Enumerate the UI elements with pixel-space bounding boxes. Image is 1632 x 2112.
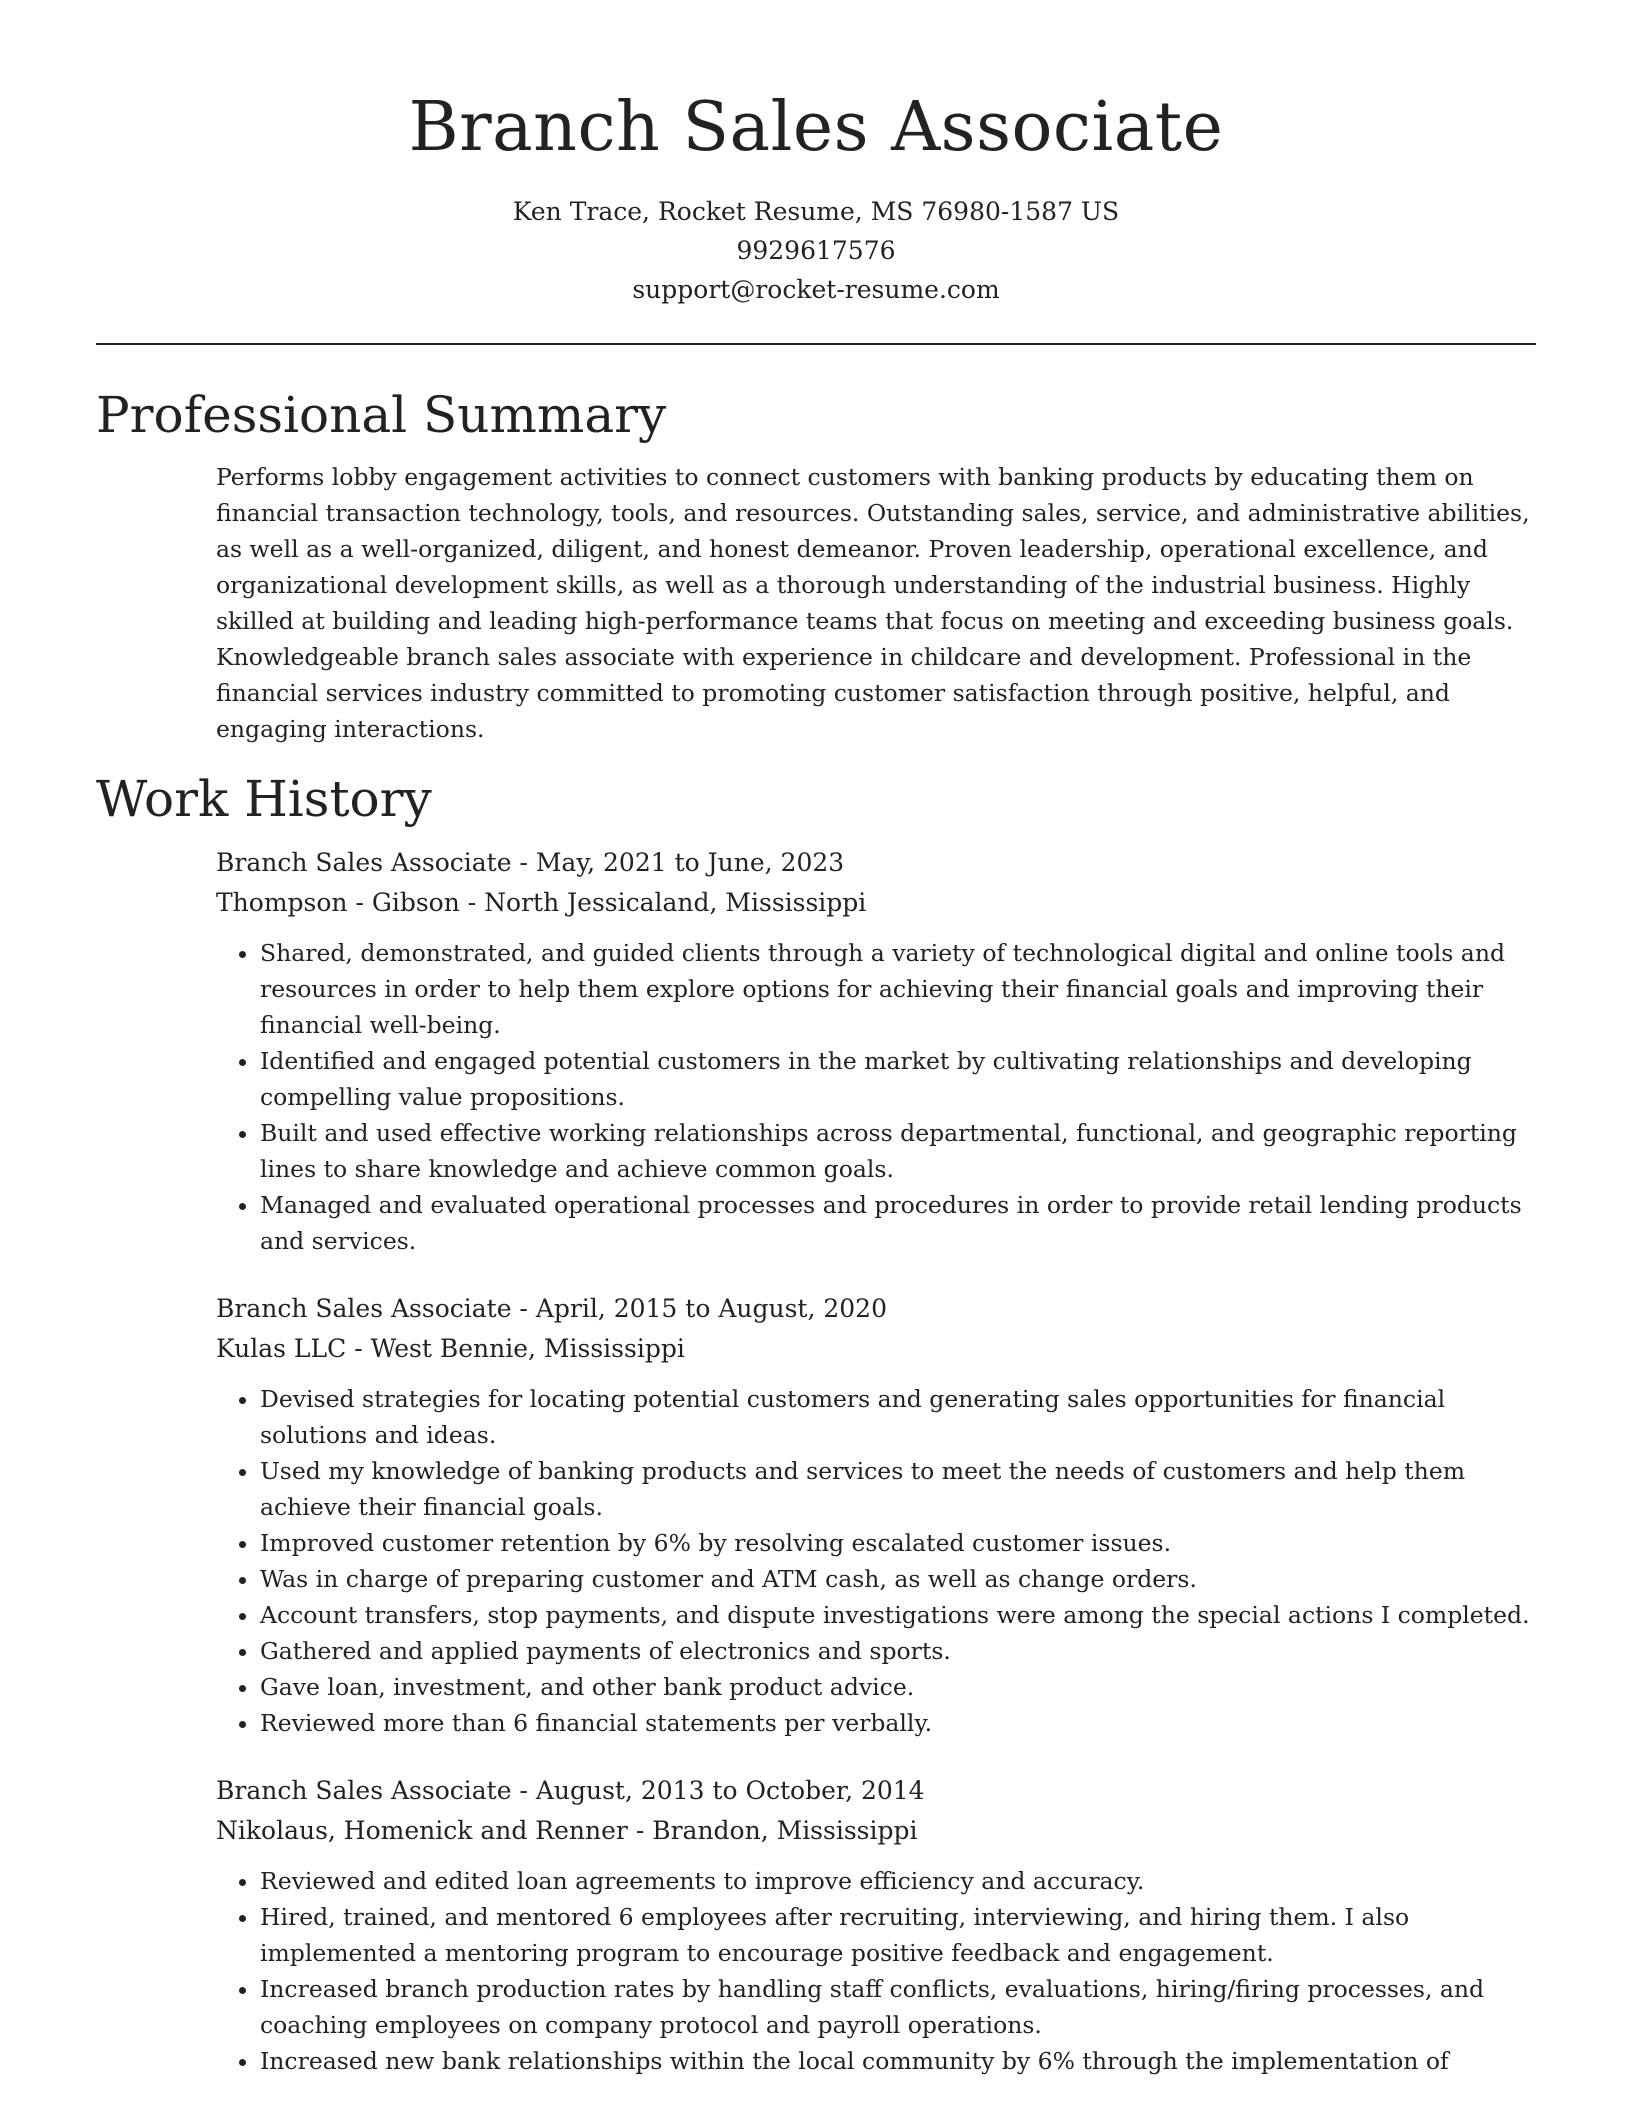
header-divider	[96, 343, 1536, 345]
work-history-heading: Work History	[96, 770, 432, 828]
job-bullets	[216, 935, 1536, 1259]
job-bullet: • Used my knowledge of banking products and services to meet the needs of customers and help them achieve their financial goals.	[260, 1453, 1536, 1525]
summary-text: Performs lobby engagement activities to connect customers with banking products by educating them on financial transaction technology, tools, and resources. Outstanding sales, service, and administrative abilities, as well as a well-organized, diligent, and honest demeanor. Proven leadership, operational excellence, and organizational development skills, as well as a thorough understanding of the industrial business. Highly skilled at building and leading high-performance teams that focus on meeting and exceeding business goals. Knowledgeable branch sales associate with experience in childcare and development. Professional in the financial services industry committed to promoting customer satisfaction through positive, helpful, and engaging interactions.	[216, 463, 1530, 743]
job-bullet: • Increased branch production rates by handling staff conflicts, evaluations, hiring/firing processes, and coaching employees on company protocol and payroll operations.	[260, 1971, 1536, 2043]
job-company: Kulas LLC	[216, 1334, 347, 1363]
job-bullet: • Reviewed more than 6 financial statements per verbally.	[260, 1705, 1536, 1741]
job-bullet: • Built and used effective working relationships across departmental, functional, and geographic reporting lines to share knowledge and achieve common goals.	[260, 1115, 1536, 1187]
contact-address: Ken Trace, Rocket Resume, MS 76980-1587 US	[512, 197, 1120, 226]
job-location: - Brandon, Mississippi	[627, 1816, 918, 1845]
job-bullet: • Gathered and applied payments of electronics and sports.	[260, 1633, 1536, 1669]
job-bullet: • Gave loan, investment, and other bank product advice.	[260, 1669, 1536, 1705]
job-location: - West Bennie, Mississippi	[346, 1334, 685, 1363]
job-location: - North Jessicaland, Mississippi	[459, 888, 867, 917]
job-bullets	[216, 1381, 1536, 1741]
job-bullet: • Improved customer retention by 6% by resolving escalated customer issues.	[260, 1525, 1536, 1561]
contact-block	[0, 192, 1632, 309]
job-bullets	[216, 1863, 1536, 2079]
job-company-location	[216, 883, 1536, 923]
resume-header	[0, 0, 1632, 309]
job-bullet: • Shared, demonstrated, and guided clients through a variety of technological digital and online tools and resources in order to help them explore options for achieving their financial goals and improving their financial well-being.	[260, 935, 1536, 1043]
job-title-dates: Branch Sales Associate - August, 2013 to October, 2014	[216, 1776, 925, 1805]
job-bullet: • Account transfers, stop payments, and dispute investigations were among the special actions I completed.	[260, 1597, 1536, 1633]
candidate-title: Branch Sales Associate	[408, 88, 1224, 167]
job-company: Nikolaus, Homenick and Renner	[216, 1816, 628, 1845]
job-bullet: • Was in charge of preparing customer and ATM cash, as well as change orders.	[260, 1561, 1536, 1597]
job-bullet: • Reviewed and edited loan agreements to improve efficiency and accuracy.	[260, 1863, 1536, 1899]
job-title-dates: Branch Sales Associate - May, 2021 to June, 2023	[216, 848, 845, 877]
job-company-location	[216, 1329, 1536, 1369]
contact-phone: 9929617576	[736, 236, 896, 265]
job-company-location	[216, 1811, 1536, 1851]
job-company: Thompson - Gibson	[216, 888, 460, 917]
job-entry	[216, 1771, 1536, 2079]
job-bullet: • Increased new bank relationships within the local community by 6% through the implementation of	[260, 2043, 1536, 2079]
job-title-dates: Branch Sales Associate - April, 2015 to August, 2020	[216, 1294, 887, 1323]
job-bullet: • Hired, trained, and mentored 6 employees after recruiting, interviewing, and hiring them. I also implemented a mentoring program to encourage positive feedback and engagement.	[260, 1899, 1536, 1971]
job-bullet: • Identified and engaged potential customers in the market by cultivating relationships and developing compelling value propositions.	[260, 1043, 1536, 1115]
job-bullet: • Managed and evaluated operational processes and procedures in order to provide retail lending products and services.	[260, 1187, 1536, 1259]
summary-heading: Professional Summary	[96, 386, 667, 444]
job-entry	[216, 843, 1536, 1259]
job-entry	[216, 1289, 1536, 1741]
job-bullet: • Devised strategies for locating potential customers and generating sales opportunities for financial solutions and ideas.	[260, 1381, 1536, 1453]
contact-email: support@rocket-resume.com	[632, 275, 1000, 304]
